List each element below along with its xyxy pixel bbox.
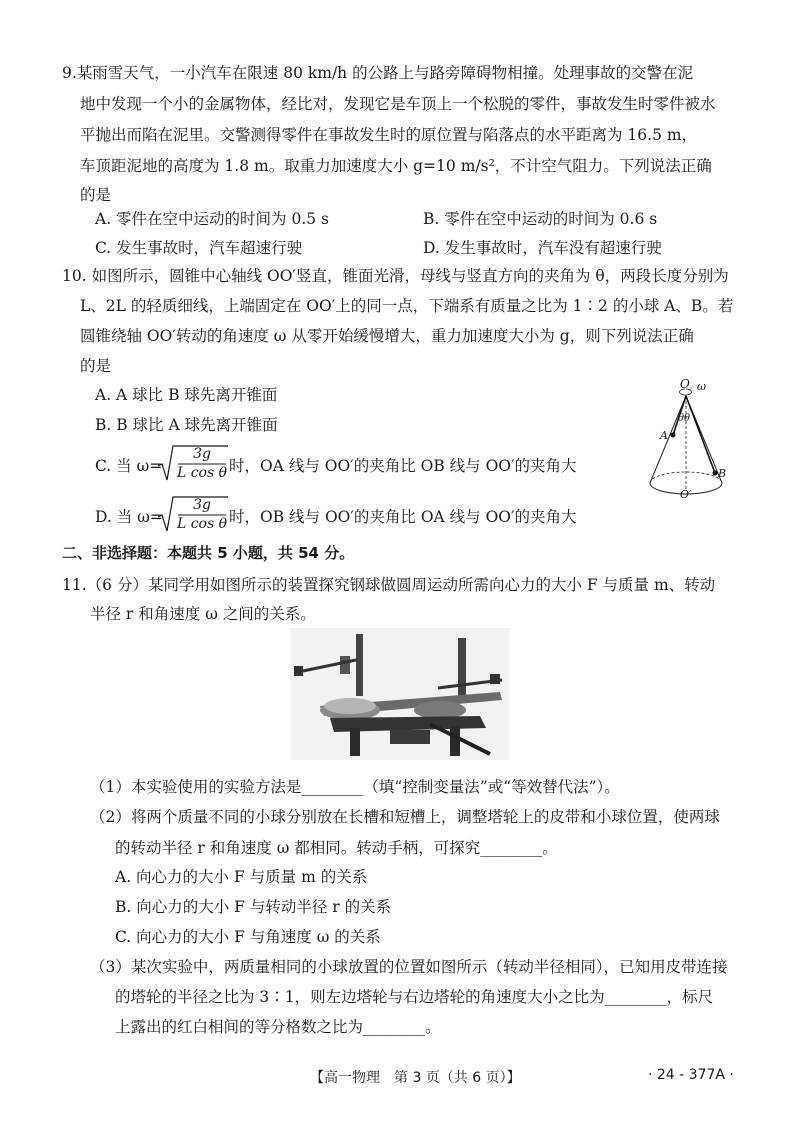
q9-stem-line-5: 的是 bbox=[80, 186, 112, 204]
label-o-prime: O′ bbox=[680, 488, 692, 501]
frac-numerator: 3g bbox=[193, 446, 211, 462]
centripetal-force-apparatus-icon bbox=[290, 628, 510, 760]
q10-stem-line-1: 10. 如图所示，圆锥中心轴线 OO′竖直，锥面光滑，母线与竖直方向的夹角为 θ，两段长度分别为 bbox=[62, 267, 729, 285]
q10-option-d-text: 时，OB 线与 OO′的夹角比 OA 线与 OO′的夹角大 bbox=[229, 508, 577, 526]
q10-option-c-radical bbox=[158, 444, 228, 484]
q10-option-a: A. A 球比 B 球先离开锥面 bbox=[95, 386, 278, 404]
cone-figure bbox=[640, 377, 750, 508]
page-footer: 【高一物理 第 3 页（共 6 页）】 bbox=[310, 1070, 521, 1086]
label-theta: θθ bbox=[678, 413, 691, 424]
q11-stem-line-1: 11.（6 分）某同学用如图所示的装置探究钢球做圆周运动所需向心力的大小 F 与质量 m、转动 bbox=[62, 576, 716, 594]
q9-option-d: D. 发生事故时，汽车没有超速行驶 bbox=[423, 239, 662, 257]
q10-option-c-text: 时，OA 线与 OO′的夹角比 OB 线与 OO′的夹角大 bbox=[229, 457, 577, 475]
frac-numerator: 3g bbox=[193, 497, 211, 513]
q9-option-a: A. 零件在空中运动的时间为 0.5 s bbox=[95, 210, 330, 228]
q11-part-2-option-c: C. 向心力的大小 F 与角速度 ω 的关系 bbox=[115, 928, 381, 946]
exam-code: · 24 - 377A · bbox=[648, 1067, 734, 1083]
label-omega: ω bbox=[697, 380, 706, 393]
q11-part-3-line-3: 上露出的红白相间的等分格数之比为________。 bbox=[115, 1018, 441, 1036]
q10-stem-line-4: 的是 bbox=[80, 357, 112, 375]
q11-part-2-option-a: A. 向心力的大小 F 与质量 m 的关系 bbox=[115, 868, 368, 886]
label-a: A bbox=[660, 429, 668, 442]
q9-option-c: C. 发生事故时，汽车超速行驶 bbox=[95, 239, 303, 257]
q9-stem-line-1: 9.某雨雪天气，一小汽车在限速 80 km/h 的公路上与路旁障碍物相撞。处理事故的交警在泥 bbox=[62, 64, 694, 82]
q9-stem-line-4: 车顶距泥地的高度为 1.8 m。取重力加速度大小 g=10 m/s²，不计空气阻力。下列说法正确 bbox=[80, 157, 712, 175]
label-o: O bbox=[680, 377, 690, 391]
q10-option-c-prefix: C. 当 ω= bbox=[95, 457, 163, 475]
q10-option-d-prefix: D. 当 ω= bbox=[95, 508, 163, 526]
apparatus-photo bbox=[290, 628, 510, 760]
q11-part-2-line-1: （2）将两个质量不同的小球分别放在长槽和短槽上，调整塔轮上的皮带和小球位置，使两球 bbox=[90, 808, 720, 826]
q11-part-2-line-2: 的转动半径 r 和角速度 ω 都相同。转动手柄，可探究________。 bbox=[115, 839, 558, 857]
q11-part-1: （1）本实验使用的实验方法是________（填“控制变量法”或“等效替代法”）。 bbox=[90, 778, 620, 796]
frac-denominator: L cos θ bbox=[176, 516, 228, 532]
q11-part-3-line-1: （3）某次实验中，两质量相同的小球放置的位置如图所示（转动半径相同），已知用皮带连接 bbox=[90, 958, 728, 976]
q10-stem-line-3: 圆锥绕轴 OO′转动的角速度 ω 从零开始缓慢增大，重力加速度大小为 g，则下列说法正确 bbox=[80, 327, 694, 345]
q11-stem-line-2: 半径 r 和角速度 ω 之间的关系。 bbox=[90, 605, 316, 623]
section-heading: 二、非选择题：本题共 5 小题，共 54 分。 bbox=[62, 544, 355, 562]
q9-stem-line-2: 地中发现一个小的金属物体，经比对，发现它是车顶上一个松脱的零件，事故发生时零件被水 bbox=[80, 95, 716, 113]
cone-diagram-icon bbox=[640, 383, 750, 508]
frac-denominator: L cos θ bbox=[176, 465, 228, 481]
label-b: B bbox=[718, 467, 727, 480]
q11-part-2-option-b: B. 向心力的大小 F 与转动半径 r 的关系 bbox=[115, 898, 392, 916]
q9-option-b: B. 零件在空中运动的时间为 0.6 s bbox=[423, 210, 658, 228]
q10-option-b: B. B 球比 A 球先离开锥面 bbox=[95, 416, 278, 434]
q9-stem-line-3: 平抛出而陷在泥里。交警测得零件在事故发生时的原位置与陷落点的水平距离为 16.5 m， bbox=[80, 126, 698, 144]
q10-stem-line-2: L、2L 的轻质细线，上端固定在 OO′上的同一点，下端系有质量之比为 1∶2 的小球 A、B。若 bbox=[80, 297, 734, 315]
q10-option-d-radical bbox=[158, 495, 228, 535]
q11-part-3-line-2: 的塔轮的半径之比为 3∶1，则左边塔轮与右边塔轮的角速度大小之比为________，标尺 bbox=[115, 988, 714, 1006]
